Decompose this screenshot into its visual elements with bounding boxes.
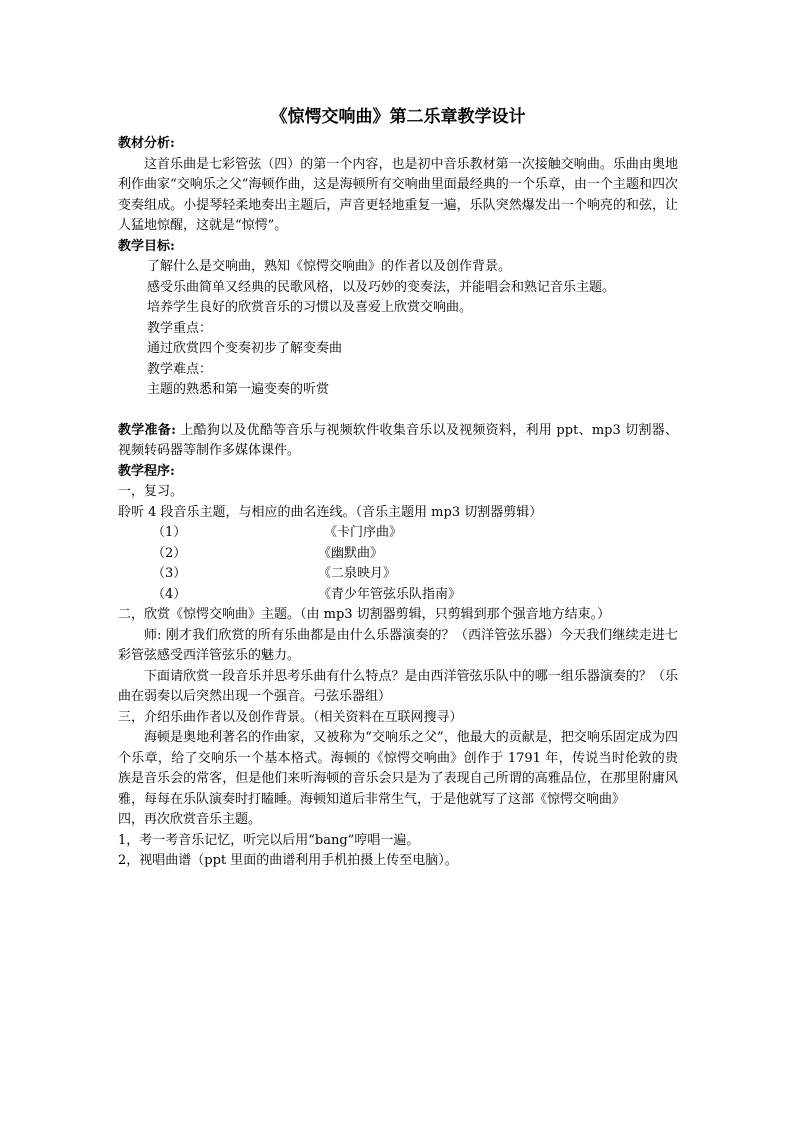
preparation-text: 上酷狗以及优酷等音乐与视频软件收集音乐以及视频资料，利用 ppt、mp3 切割器、视频转码器等制作多媒体课件。: [118, 422, 678, 458]
document-page: [118, 104, 678, 872]
material-analysis-text: 这首乐曲是七彩管弦（四）的第一个内容，也是初中音乐教材第一次接触交响曲。乐曲由奥地利作曲家“交响乐之父”海顿作曲，这是海顿所有交响曲里面最经典的一个乐章，由一个主题和四次变奏组成。小提琴轻柔地奏出主题后，声音更轻地重复一遍，乐队突然爆发出一个响亮的和弦，让人猛地惊醒，这就是“惊愕”。: [118, 156, 678, 233]
matching-row: [118, 544, 678, 565]
step1-text: 聆听 4 段音乐主题，与相应的曲名连线。（音乐主题用 mp3 切割器剪辑）: [118, 504, 543, 520]
matching-number: （1）: [152, 525, 187, 540]
objective-item: 了解什么是交响曲，熟知《惊愕交响曲》的作者以及创作背景。: [147, 259, 512, 274]
procedure-heading: 教学程序:: [118, 463, 175, 479]
step4-item: 2，视唱曲谱（ppt 里面的曲谱利用手机拍摄上传至电脑）。: [118, 853, 458, 868]
matching-title: 《二泉映月》: [318, 566, 397, 581]
key-point-text: 通过欣赏四个变奏初步了解变奏曲: [147, 341, 343, 356]
preparation-paragraph: [118, 421, 678, 462]
matching-number: （3）: [152, 566, 187, 581]
key-point-label: 教学重点：: [147, 320, 213, 336]
step2-paragraph: 下面请欣赏一段音乐并思考乐曲有什么特点？是由西洋管弦乐队中的哪一组乐器演奏的？（乐曲在弱奏以后突然出现一个强音。弓弦乐器组）: [118, 668, 678, 704]
spacer: [118, 401, 678, 421]
matching-number: （2）: [152, 545, 187, 561]
step2-title: 二，欣赏《惊愕交响曲》主题。（由 mp3 切割器剪辑，只剪辑到那个强音地方结束。）: [118, 607, 611, 622]
step4-title: 四，再次欣赏音乐主题。: [118, 812, 262, 827]
objectives-heading: 教学目标:: [118, 238, 175, 254]
step3-title: 三，介绍乐曲作者以及创作背景。（相关资料在互联网搜寻）: [118, 709, 463, 725]
matching-title: 《卡门序曲》: [324, 525, 403, 540]
matching-row: [118, 564, 678, 585]
difficulty-label: 教学难点：: [147, 361, 213, 377]
objective-item: 培养学生良好的欣赏音乐的习惯以及喜爱上欣赏交响曲。: [147, 300, 473, 315]
matching-number: （4）: [152, 586, 187, 602]
step3-paragraph: 海顿是奥地利著名的作曲家，又被称为“交响乐之父”，他最大的贡献是，把交响乐固定成为四个乐章，给了交响乐一个基本格式。海顿的《惊愕交响曲》创作于 1791 年，传说当时伦敦的贵族是音乐会的常客，但是他们来听海顿的音乐会只是为了表现自己所谓的高雅品位，在那里附庸风雅，每每在乐队演奏时打瞌睡。海顿知道后非常生气，于是他就写了这部《惊愕交响曲》: [118, 730, 678, 807]
step2-paragraph: 师: 刚才我们欣赏的所有乐曲都是由什么乐器演奏的？（西洋管弦乐器）今天我们继续走进七彩管弦感受西洋管弦乐的魅力。: [118, 627, 678, 663]
document-title: 《惊愕交响曲》第二乐章教学设计: [270, 107, 526, 127]
matching-title: 《幽默曲》: [318, 545, 384, 561]
material-analysis-heading: 教材分析:: [118, 136, 175, 151]
preparation-heading: 教学准备:: [118, 422, 176, 438]
objective-item: 感受乐曲简单又经典的民歌风格，以及巧妙的变奏法，并能唱会和熟记音乐主题。: [147, 279, 616, 295]
matching-row: [118, 523, 678, 544]
matching-row: [118, 585, 678, 606]
difficulty-text: 主题的熟悉和第一遍变奏的听赏: [147, 382, 330, 397]
step1-title: 一，复习。: [118, 484, 184, 499]
matching-title: 《青少年管弦乐队指南》: [318, 586, 462, 602]
step4-item: 1，考一考音乐记忆，听完以后用“bang”哼唱一遍。: [118, 832, 420, 848]
